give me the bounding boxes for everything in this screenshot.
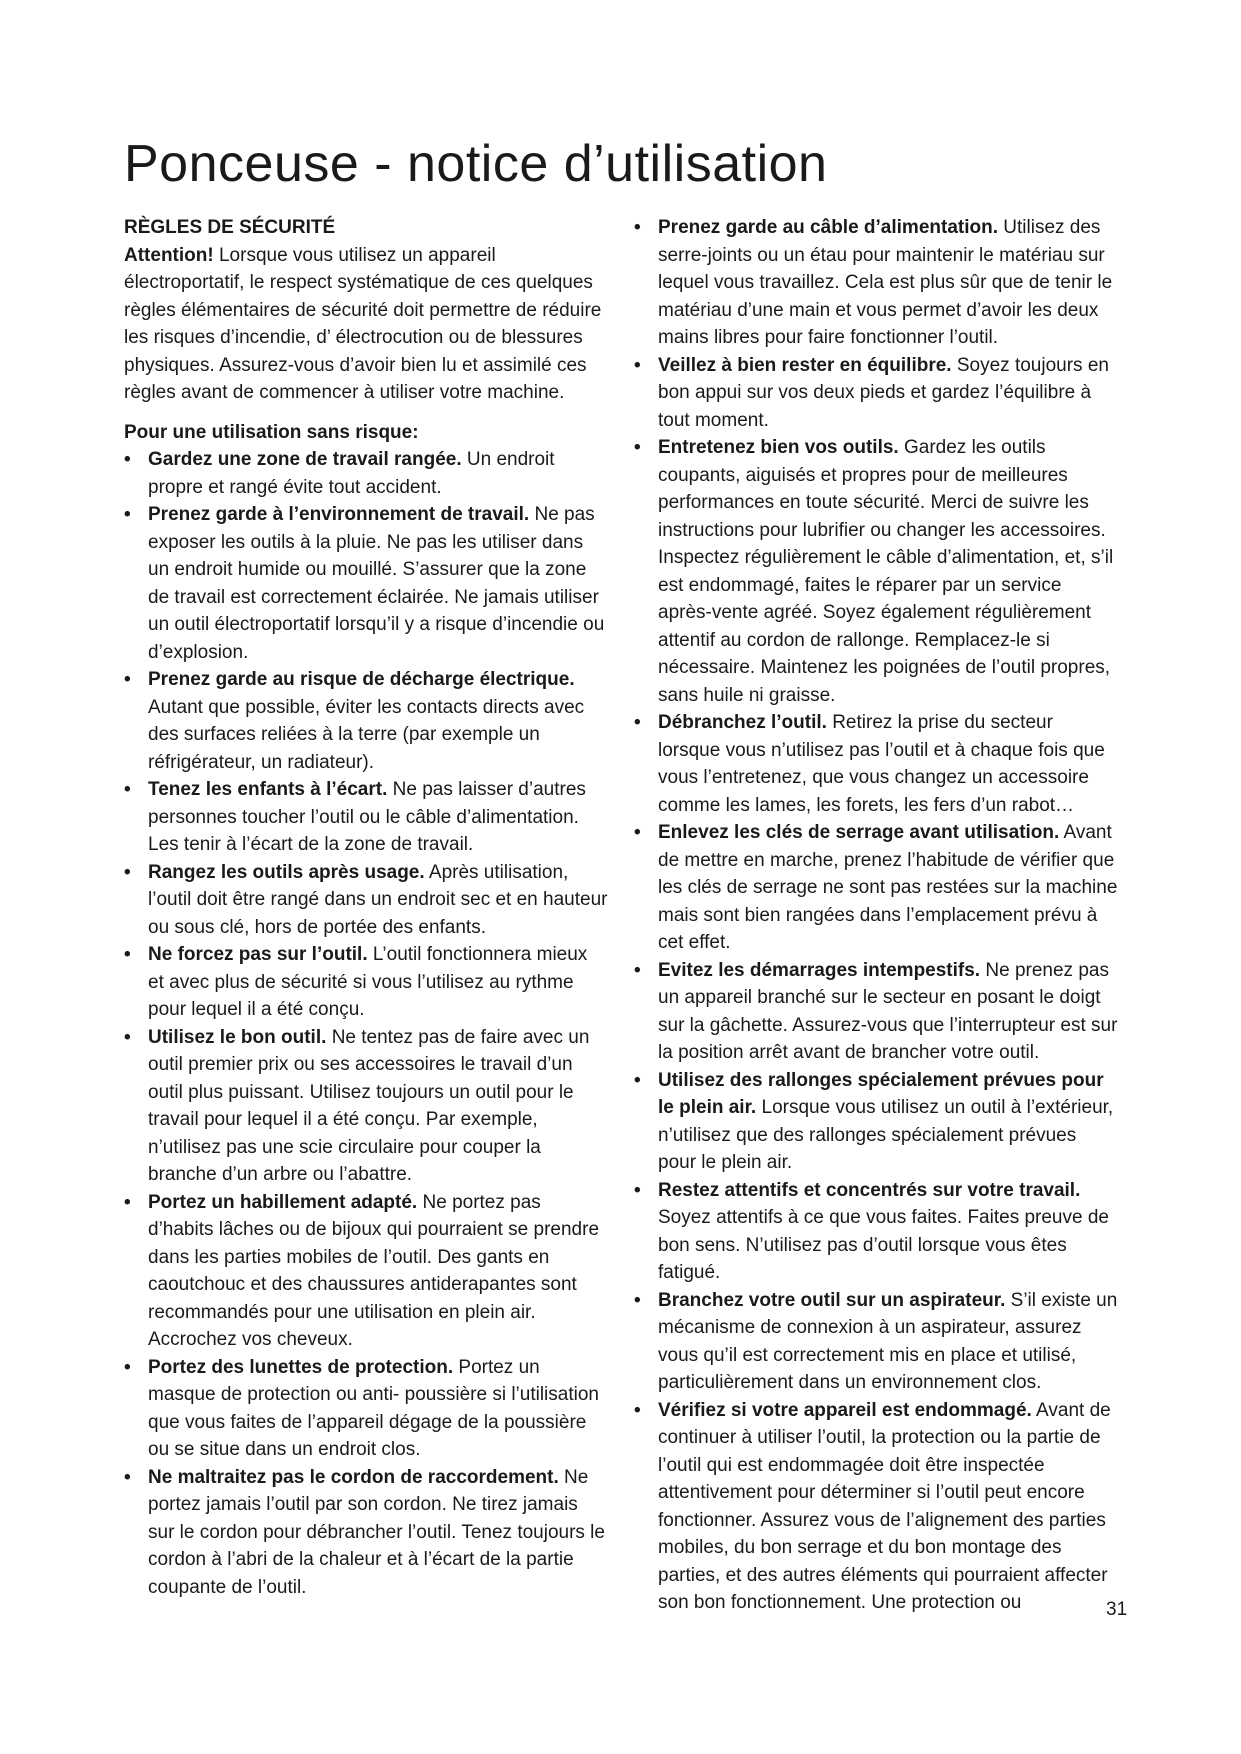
rule-text: Ne prenez pas un appareil branché sur le secteur en posant le doigt sur la gâchette. Assurez-vous que l’interrupteur est sur la position arrêt avant de brancher votre outil.	[658, 959, 1118, 1063]
rule-title: Vérifiez si votre appareil est endommagé.	[658, 1399, 1032, 1421]
rule-text: Utilisez des serre-joints ou un étau pour maintenir le matériau sur lequel vous travaillez. Cela est plus sûr que de tenir le matériau d’une main et vous permet d’avoir les deux mains libres pour faire fonctionner l’outil.	[658, 217, 1113, 348]
rule-text: Ne portez jamais l’outil par son cordon. Ne tirez jamais sur le cordon pour débrancher l’outil. Tenez toujours le cordon à l’abri de la chaleur et à l’écart de la partie coupante de l’outil.	[148, 1466, 605, 1598]
rule-title: Entretenez bien vos outils.	[658, 437, 899, 458]
rule-text: Autant que possible, éviter les contacts directs avec des surfaces reliées à la terre (par exemple un réfrigérateur, un radiateur).	[148, 696, 585, 773]
rule-title: Evitez les démarrages intempestifs.	[658, 959, 981, 981]
rule-title: Rangez les outils après usage.	[148, 861, 425, 883]
rule-text: Après utilisation, l’outil doit être rangé dans un endroit sec et en hauteur ou sous clé, hors de portée des enfants.	[148, 861, 608, 938]
rule-item	[634, 1067, 1118, 1177]
rule-title: Enlevez les clés de serrage avant utilisation.	[658, 822, 1060, 843]
rule-item	[634, 819, 1118, 957]
rule-text: Retirez la prise du secteur lorsque vous n’utilisez pas l’outil et à chaque fois que vous l’entretenez, que vous changez un accessoire comme les lames, les forets, les fers d’un rabot…	[658, 712, 1105, 816]
rule-title: Tenez les enfants à l’écart.	[148, 779, 388, 800]
rule-item	[634, 1287, 1118, 1397]
rule-text: Soyez toujours en bon appui sur vos deux pieds et gardez l’équilibre à tout moment.	[658, 354, 1109, 431]
rule-text: Ne tentez pas de faire avec un outil premier prix ou ses accessoires le travail d’un outil plus puissant. Utilisez toujours un outil pour le travail pour lequel il a été conçu. Par exemple, n’utilisez pas une scie circulaire pour couper la branche d’un arbre ou l’abattre.	[148, 1026, 590, 1185]
rule-item	[634, 1177, 1118, 1287]
rule-title: Utilisez le bon outil.	[148, 1026, 327, 1048]
rule-text: Ne portez pas d’habits lâches ou de bijoux qui pourraient se prendre dans les parties mobiles de l’outil. Des gants en caoutchouc et des chaussures antiderapantes sont recommandés pour une utilisation en plein air. Accrochez vos cheveux.	[148, 1191, 600, 1350]
rule-title: Utilisez des rallonges spécialement prévues pour le plein air.	[658, 1069, 1104, 1118]
rule-title: Portez des lunettes de protection.	[148, 1356, 454, 1378]
rule-title: Veillez à bien rester en équilibre.	[658, 354, 952, 376]
rule-item	[124, 501, 608, 666]
rule-title: Ne forcez pas sur l’outil.	[148, 944, 368, 965]
rule-title: Portez un habillement adapté.	[148, 1191, 418, 1213]
rule-title: Restez attentifs et concentrés sur votre travail.	[658, 1179, 1081, 1201]
intro-paragraph	[124, 242, 608, 407]
rule-text: Ne pas laisser d’autres personnes toucher l’outil ou le câble d’alimentation. Les tenir à l’écart de la zone de travail.	[148, 779, 586, 855]
rule-text: Ne pas exposer les outils à la pluie. Ne pas les utiliser dans un endroit humide ou mouillé. S’assurer que la zone de travail est correctement éclairée. Ne jamais utiliser un outil électroportatif lorsqu’il y a risque d’incendie ou d’explosion.	[148, 504, 605, 663]
rule-item	[124, 1189, 608, 1354]
rule-item	[634, 957, 1118, 1067]
rule-item	[124, 446, 608, 501]
safety-heading: RÈGLES DE SÉCURITÉ	[124, 217, 336, 238]
right-rules-list	[634, 214, 1118, 1617]
rule-item	[634, 1397, 1118, 1617]
rule-text: L’outil fonctionnera mieux et avec plus de sécurité si vous l’utilisez au rythme pour lequel il a été conçu.	[148, 944, 588, 1020]
rule-text: Avant de continuer à utiliser l’outil, la protection ou la partie de l’outil qui est endommagée doit être inspectée attentivement pour déterminer si l’outil peut encore fonctionner. Assurez vous de l’alignement des parties mobiles, du bon serrage et du bon montage des parties, et des autres éléments qui pourraient affecter son bon fonctionnement. Une protection ou	[658, 1399, 1111, 1613]
rule-title: Prenez garde au câble d’alimentation.	[658, 217, 998, 238]
usage-subheading: Pour une utilisation sans risque:	[124, 421, 419, 443]
left-column	[124, 214, 608, 1598]
rule-item	[634, 709, 1118, 819]
rule-text: Soyez attentifs à ce que vous faites. Faites preuve de bon sens. N’utilisez pas d’outil lorsque vous êtes fatigué.	[658, 1207, 1109, 1283]
rule-item	[124, 1464, 608, 1602]
rule-item	[124, 776, 608, 859]
rule-text: Lorsque vous utilisez un outil à l’extérieur, n’utilisez que des rallonges spécialement prévues pour le plein air.	[658, 1097, 1114, 1173]
rule-item	[124, 666, 608, 776]
rule-text: Portez un masque de protection ou anti- poussière si l’utilisation que vous faites de l’appareil dégage de la poussière ou se situe dans un endroit clos.	[148, 1356, 599, 1460]
rule-text: S’il existe un mécanisme de connexion à un aspirateur, assurez vous qu’il est correctement mis en place et utilisé, particulièrement dans un environnement clos.	[658, 1289, 1118, 1393]
intro-label: Attention!	[124, 244, 214, 266]
intro-text: Lorsque vous utilisez un appareil électroportatif, le respect systématique de ces quelques règles élémentaires de sécurité doit permettre de réduire les risques d’incendie, d’ électrocution ou de blessures physiques. Assurez-vous d’avoir bien lu et assimilé ces règles avant de commencer à utiliser votre machine.	[124, 244, 602, 403]
rule-title: Débranchez l’outil.	[658, 712, 827, 733]
rule-text: Un endroit propre et rangé évite tout accident.	[148, 449, 555, 498]
rule-title: Gardez une zone de travail rangée.	[148, 449, 462, 470]
rule-item	[124, 859, 608, 942]
rule-text: Gardez les outils coupants, aiguisés et propres pour de meilleures performances en toute sécurité. Merci de suivre les instructions pour lubrifier ou changer les accessoires. Inspectez régulièrement le câble d’alimentation, et, s’il est endommagé, faites le réparer par un service après-vente agréé. Soyez également régulièrement attentif au cordon de rallonge. Remplacez-le si nécessaire. Maintenez les poignées de l’outil propres, sans huile ni graisse.	[658, 437, 1114, 706]
page-number: 31	[1106, 1599, 1128, 1620]
rule-title: Branchez votre outil sur un aspirateur.	[658, 1289, 1006, 1311]
page-title: Ponceuse - notice d’utilisation	[124, 135, 828, 193]
rule-item	[634, 434, 1118, 709]
rule-item	[124, 1354, 608, 1464]
rule-item	[124, 1024, 608, 1189]
rule-title: Prenez garde à l’environnement de travail.	[148, 504, 530, 525]
rule-text: Avant de mettre en marche, prenez l’habitude de vérifier que les clés de serrage ne sont pas restées sur la machine mais sont bien rangées dans l’emplacement prévu à cet effet.	[658, 822, 1118, 953]
right-column	[634, 214, 1118, 1613]
rule-title: Ne maltraitez pas le cordon de raccordement.	[148, 1466, 559, 1488]
rule-title: Prenez garde au risque de décharge électrique.	[148, 669, 575, 690]
rule-item	[124, 941, 608, 1024]
rule-item	[634, 352, 1118, 435]
rule-item	[634, 214, 1118, 352]
left-rules-list	[124, 446, 608, 1601]
